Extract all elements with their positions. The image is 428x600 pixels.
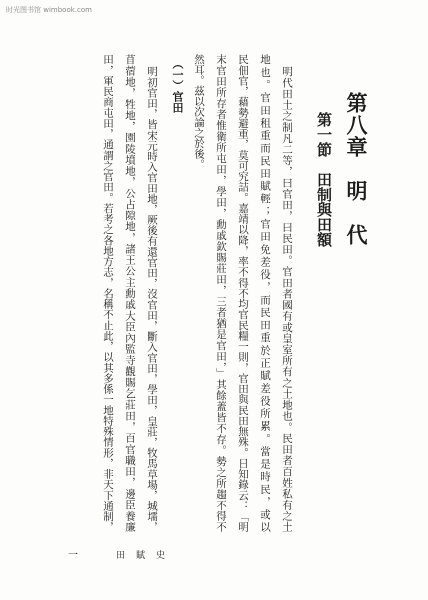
running-footer-title: 田 賦 史 [116, 551, 167, 561]
subsection-title: （一）官田 [171, 58, 184, 113]
text-column: 地也。官田租重而民田賦輕；官田免差役，而民田重於正賦差役所累。當是時民，或以 [259, 54, 271, 532]
text-column: 田，軍民商屯田，通謂之官田。若考之各地方志，名稱不止此，以其多係一地特殊情形，非天下通制， [102, 54, 114, 532]
text-column: 末官田所存者惟衛所屯田，學田，勳戚欽賜莊田，三者猶是官田，」其餘蓋皆不存。勢之所趨不得不 [215, 54, 227, 532]
text-column: 民佃官，藉勢避重，莫可究詰。嘉靖以降，率不得不均官民糧一則，官田與民田無殊。日知錄云：「明 [237, 54, 249, 532]
chapter-title: 第八章 明 代 [344, 92, 369, 246]
text-column: 明代田土之制凡二等，曰官田，曰民田。官田者國有或皇室所有之土地也。民田者百姓私有之土 [281, 66, 293, 532]
text-column: 然耳。茲以次論之於後。 [193, 54, 205, 170]
page-number: 一 [68, 550, 78, 561]
text-column: 明初官田，皆宋元時入官田地，厥後有還官田，沒官田，斷入官田，學田，皇莊，牧馬草場，城壖， [146, 66, 158, 532]
text-column: 苜蓿地，牲地，園陵墳地，公占隙地，諸王公主勳戚大臣內監寺觀賜乞莊田，百官職田，邊臣養廉 [124, 54, 136, 532]
section-title: 第一節 田制與田額 [315, 112, 333, 247]
watermark: 时光图书馆 wimbook.com [6, 6, 92, 14]
